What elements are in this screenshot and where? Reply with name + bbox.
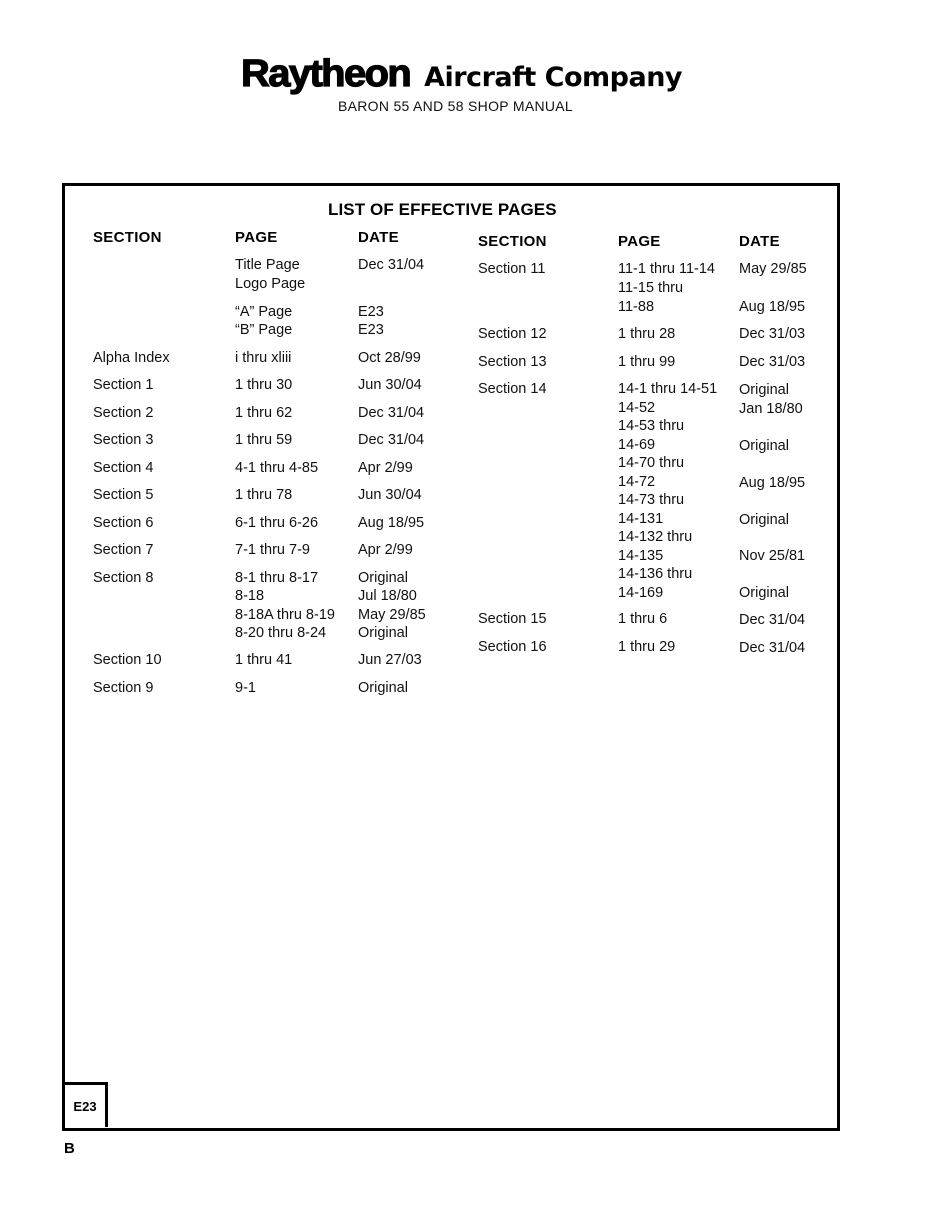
left-col-header-date: DATE bbox=[358, 229, 399, 246]
left-col-header-page: PAGE bbox=[235, 229, 278, 246]
company-name-suffix: Aircraft Company bbox=[424, 62, 683, 93]
right-col-header-page: PAGE bbox=[618, 233, 661, 250]
section-cell: Section 11 bbox=[478, 261, 546, 277]
date-cell: Jan 18/80 bbox=[739, 401, 803, 417]
page-cell: 1 thru 28 bbox=[618, 326, 676, 342]
date-cell: Dec 31/03 bbox=[739, 354, 806, 370]
page-cell: i thru xliii bbox=[235, 350, 292, 366]
date-cell: Aug 18/95 bbox=[739, 475, 806, 491]
page-cell: “A” Page bbox=[235, 304, 293, 320]
date-cell: Jun 30/04 bbox=[358, 487, 422, 503]
left-col-header-section: SECTION bbox=[93, 229, 162, 246]
date-cell: Dec 31/04 bbox=[739, 640, 806, 656]
date-cell: May 29/85 bbox=[739, 261, 807, 277]
page-cell: 1 thru 99 bbox=[618, 354, 676, 370]
page-cell: 14-53 thru bbox=[618, 418, 685, 434]
section-cell: Section 8 bbox=[93, 570, 154, 586]
section-cell: Section 12 bbox=[478, 326, 547, 342]
page-cell: 14-1 thru 14-51 bbox=[618, 381, 718, 397]
page-cell: 7-1 thru 7-9 bbox=[235, 542, 310, 558]
page-cell: 14-132 thru bbox=[618, 529, 693, 545]
page-cell: 14-73 thru bbox=[618, 492, 685, 508]
manual-title: BARON 55 AND 58 SHOP MANUAL bbox=[337, 98, 574, 114]
page-cell: 14-136 thru bbox=[618, 566, 693, 582]
page-cell: 8-1 thru 8-17 bbox=[235, 570, 319, 586]
date-cell: May 29/85 bbox=[358, 607, 426, 623]
page-cell: 11-1 thru 11-14 bbox=[618, 261, 715, 277]
page-cell: 1 thru 30 bbox=[235, 377, 293, 393]
page-cell: 1 thru 78 bbox=[235, 487, 293, 503]
page-cell: Title Page bbox=[235, 257, 300, 273]
section-cell: Section 7 bbox=[93, 542, 154, 558]
page-cell: 14-72 bbox=[618, 474, 656, 490]
date-cell: Oct 28/99 bbox=[358, 350, 421, 366]
section-cell: Section 4 bbox=[93, 460, 154, 476]
list-title: LIST OF EFFECTIVE PAGES bbox=[328, 200, 557, 219]
date-cell: Jul 18/80 bbox=[358, 588, 417, 604]
date-cell: Original bbox=[358, 680, 408, 696]
date-cell: Jun 30/04 bbox=[358, 377, 422, 393]
section-cell: Section 15 bbox=[478, 611, 547, 627]
page-cell: 4-1 thru 4-85 bbox=[235, 460, 319, 476]
page-cell: 11-88 bbox=[618, 299, 655, 315]
page-cell: 6-1 thru 6-26 bbox=[235, 515, 319, 531]
date-cell: E23 bbox=[358, 322, 384, 338]
date-cell: Original bbox=[739, 512, 789, 528]
section-cell: Section 2 bbox=[93, 405, 154, 421]
content-frame bbox=[62, 183, 840, 1131]
date-cell: Dec 31/03 bbox=[739, 326, 806, 342]
date-cell: Jun 27/03 bbox=[358, 652, 422, 668]
date-cell: Apr 2/99 bbox=[358, 460, 413, 476]
page-cell: 1 thru 6 bbox=[618, 611, 668, 627]
right-col-header-section: SECTION bbox=[478, 233, 547, 250]
date-cell: Original bbox=[358, 625, 408, 641]
section-cell: Section 10 bbox=[93, 652, 162, 668]
section-cell: Section 5 bbox=[93, 487, 154, 503]
page-cell: 11-15 thru bbox=[618, 280, 684, 296]
date-cell: Dec 31/04 bbox=[358, 257, 425, 273]
section-cell: Section 6 bbox=[93, 515, 154, 531]
date-cell: Nov 25/81 bbox=[739, 548, 806, 564]
page-cell: 14-69 bbox=[618, 437, 656, 453]
page-cell: 14-131 bbox=[618, 511, 664, 527]
date-cell: Aug 18/95 bbox=[358, 515, 425, 531]
page-id-box bbox=[62, 1082, 108, 1127]
page-cell: 14-169 bbox=[618, 585, 664, 601]
page-letter: B bbox=[64, 1140, 75, 1157]
right-col-header-date: DATE bbox=[739, 233, 780, 250]
section-cell: Section 3 bbox=[93, 432, 154, 448]
date-cell: Apr 2/99 bbox=[358, 542, 413, 558]
date-cell: E23 bbox=[358, 304, 384, 320]
page-cell: 1 thru 29 bbox=[618, 639, 676, 655]
raytheon-logo: Raytheon bbox=[240, 53, 411, 95]
page-cell: 8-20 thru 8-24 bbox=[235, 625, 327, 641]
page-cell: 14-70 thru bbox=[618, 455, 685, 471]
date-cell: Original bbox=[739, 585, 789, 601]
page-cell: 1 thru 62 bbox=[235, 405, 293, 421]
page-cell: 9-1 bbox=[235, 680, 256, 696]
page-cell: “B” Page bbox=[235, 322, 293, 338]
section-cell: Section 16 bbox=[478, 639, 547, 655]
page-cell: 1 thru 59 bbox=[235, 432, 293, 448]
date-cell: Dec 31/04 bbox=[358, 432, 425, 448]
section-cell: Section 1 bbox=[93, 377, 154, 393]
date-cell: Original bbox=[739, 382, 789, 398]
page-cell: Logo Page bbox=[235, 276, 306, 292]
date-cell: Dec 31/04 bbox=[739, 612, 806, 628]
date-cell: Original bbox=[739, 438, 789, 454]
page-cell: 14-52 bbox=[618, 400, 656, 416]
section-cell: Alpha Index bbox=[93, 350, 170, 366]
page-cell: 14-135 bbox=[618, 548, 664, 564]
page-cell: 8-18 bbox=[235, 588, 265, 604]
date-cell: Dec 31/04 bbox=[358, 405, 425, 421]
company-brand bbox=[0, 55, 931, 93]
page-cell: 8-18A thru 8-19 bbox=[235, 607, 335, 623]
page-id-label: E23 bbox=[73, 1098, 97, 1114]
date-cell: Original bbox=[358, 570, 408, 586]
date-cell: Aug 18/95 bbox=[739, 299, 806, 315]
section-cell: Section 13 bbox=[478, 354, 547, 370]
page-cell: 1 thru 41 bbox=[235, 652, 293, 668]
section-cell: Section 14 bbox=[478, 381, 547, 397]
document-header bbox=[0, 55, 931, 114]
section-cell: Section 9 bbox=[93, 680, 154, 696]
